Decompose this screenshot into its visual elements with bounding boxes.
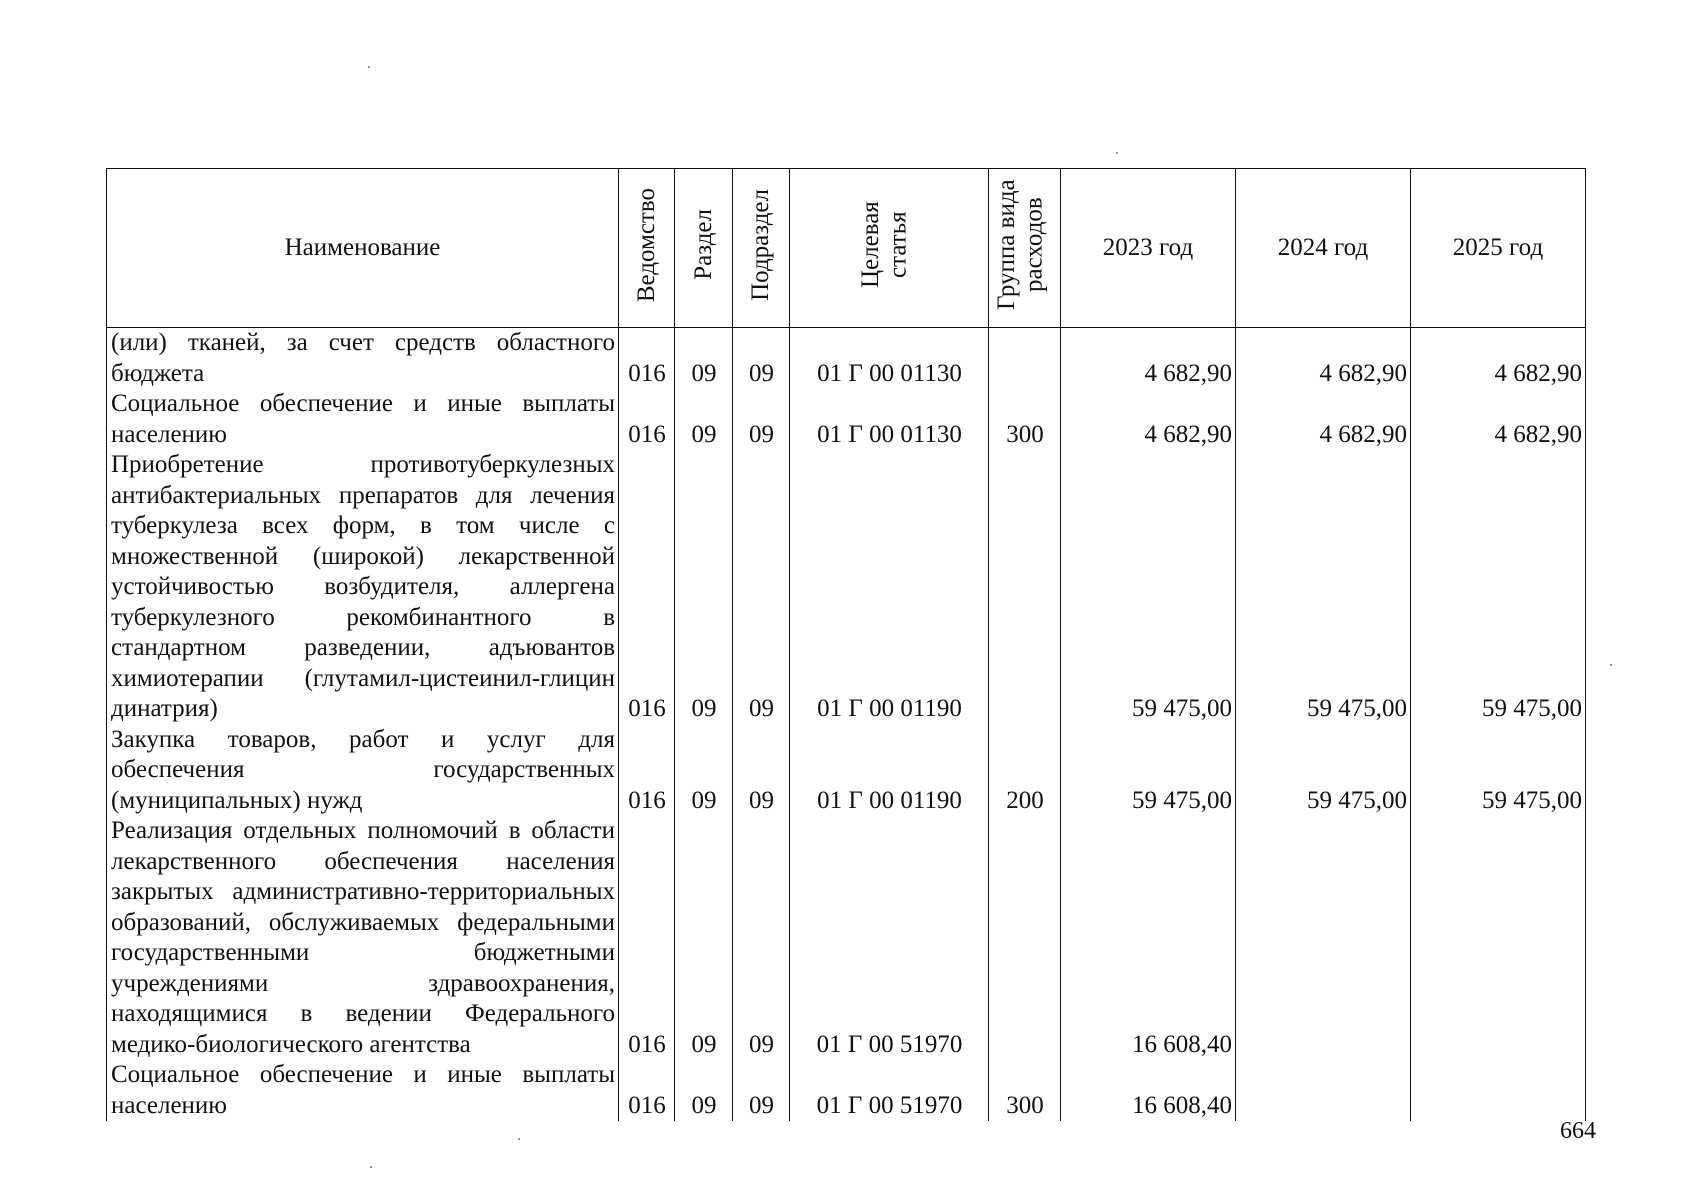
row-expense-group: 300: [989, 1060, 1061, 1121]
row-subsection: 09: [733, 816, 790, 1060]
row-subsection: 09: [733, 725, 790, 817]
header-expense-group: Группа вида расходов: [989, 169, 1061, 328]
row-amount-2024: [1236, 1060, 1411, 1121]
row-amount-2023: 59 475,00: [1061, 450, 1236, 725]
row-target-article: 01 Г 00 51970: [790, 816, 989, 1060]
row-amount-2025: [1411, 1060, 1586, 1121]
row-name: Закупка товаров, работ и услуг для обеспечения государственных (муниципальных) нужд: [107, 725, 619, 817]
table-row: [107, 328, 1586, 390]
row-amount-2025: 59 475,00: [1411, 725, 1586, 817]
row-target-article: 01 Г 00 01190: [790, 450, 989, 725]
table-body: [107, 328, 1586, 1122]
table-row: [107, 1060, 1586, 1121]
row-department: 016: [619, 450, 675, 725]
row-section: 09: [675, 725, 733, 817]
scan-speck: [368, 66, 370, 68]
page-number: 664: [1560, 1118, 1596, 1144]
row-name: Реализация отдельных полномочий в области лекарственного обеспечения населения закрытых административно-территориальных образований, обслуживаемых федеральными государственными бюджетными учреждениями здравоохранения, находящимися в ведении Федерального медико-биологического агентства: [107, 816, 619, 1060]
row-department: 016: [619, 328, 675, 390]
row-expense-group: 300: [989, 389, 1061, 450]
row-name: Социальное обеспечение и иные выплаты населению: [107, 389, 619, 450]
row-subsection: 09: [733, 450, 790, 725]
scan-speck: [1116, 152, 1118, 154]
row-expense-group: 200: [989, 725, 1061, 817]
header-department: Ведомство: [619, 169, 675, 328]
header-year-2024: 2024 год: [1236, 169, 1411, 328]
row-name: Приобретение противотуберкулезных антибактериальных препаратов для лечения туберкулеза всех форм, в том числе с множественной (широкой) лекарственной устойчивостью возбудителя, аллергена туберкулезного рекомбинантного в стандартном разведении, адъювантов химиотерапии (глутамил-цистеинил-глицин динатрия): [107, 450, 619, 725]
table-row: [107, 389, 1586, 450]
table-row: [107, 816, 1586, 1060]
row-amount-2023: 16 608,40: [1061, 816, 1236, 1060]
row-department: 016: [619, 1060, 675, 1121]
row-section: 09: [675, 1060, 733, 1121]
header-row: [107, 169, 1586, 328]
scan-speck: [370, 1166, 372, 1168]
row-target-article: 01 Г 00 51970: [790, 1060, 989, 1121]
row-section: 09: [675, 450, 733, 725]
table-row: [107, 450, 1586, 725]
row-department: 016: [619, 389, 675, 450]
header-name: Наименование: [107, 169, 619, 328]
row-department: 016: [619, 816, 675, 1060]
header-section: Раздел: [675, 169, 733, 328]
row-section: 09: [675, 328, 733, 390]
header-subsection: Подраздел: [733, 169, 790, 328]
scan-speck: [518, 1138, 520, 1140]
row-amount-2023: 59 475,00: [1061, 725, 1236, 817]
row-amount-2025: 59 475,00: [1411, 450, 1586, 725]
scan-speck: [1610, 664, 1612, 666]
row-section: 09: [675, 816, 733, 1060]
row-subsection: 09: [733, 328, 790, 390]
row-expense-group: [989, 816, 1061, 1060]
header-target-article: Целевая статья: [790, 169, 989, 328]
row-amount-2023: 4 682,90: [1061, 328, 1236, 390]
row-target-article: 01 Г 00 01190: [790, 725, 989, 817]
row-amount-2025: 4 682,90: [1411, 328, 1586, 390]
row-amount-2024: [1236, 816, 1411, 1060]
header-year-2023: 2023 год: [1061, 169, 1236, 328]
row-amount-2025: [1411, 816, 1586, 1060]
row-amount-2024: 59 475,00: [1236, 725, 1411, 817]
row-department: 016: [619, 725, 675, 817]
table-row: [107, 725, 1586, 817]
row-target-article: 01 Г 00 01130: [790, 389, 989, 450]
row-subsection: 09: [733, 1060, 790, 1121]
row-expense-group: [989, 450, 1061, 725]
row-amount-2024: 4 682,90: [1236, 328, 1411, 390]
row-name: (или) тканей, за счет средств областного бюджета: [107, 328, 619, 390]
row-expense-group: [989, 328, 1061, 390]
row-amount-2024: 59 475,00: [1236, 450, 1411, 725]
row-subsection: 09: [733, 389, 790, 450]
row-amount-2024: 4 682,90: [1236, 389, 1411, 450]
row-section: 09: [675, 389, 733, 450]
row-amount-2023: 4 682,90: [1061, 389, 1236, 450]
table-header: [107, 169, 1586, 328]
header-year-2025: 2025 год: [1411, 169, 1586, 328]
row-name: Социальное обеспечение и иные выплаты населению: [107, 1060, 619, 1121]
row-target-article: 01 Г 00 01130: [790, 328, 989, 390]
row-amount-2025: 4 682,90: [1411, 389, 1586, 450]
budget-table: [106, 168, 1586, 1121]
row-amount-2023: 16 608,40: [1061, 1060, 1236, 1121]
